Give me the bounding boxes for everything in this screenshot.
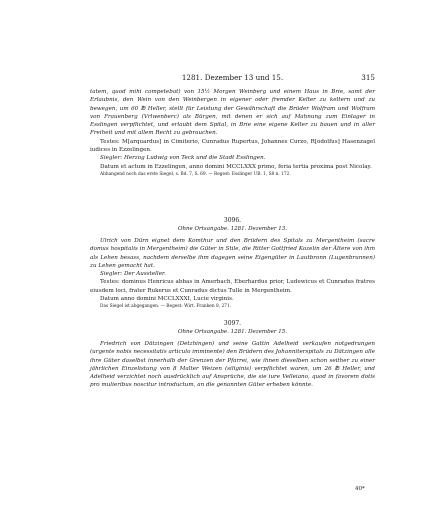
doc-3097-heading: Ohne Ortsangabe. 1281. Dezember 15.	[177, 329, 288, 335]
doc-3096-testes: Testes: dominus Henricus abbas in Amerbach, Eberhardus prior, Ludewicus et Cunradus fratres eiusdem loci, frater Rukerus et Cunradus dictus Tulle in Mergentheim.	[90, 279, 375, 294]
doc-3097	[90, 320, 375, 390]
doc-3097-regest: Friedrich von Dätzingen (Detzhingen) und seine Gattin Adelheid verkaufen notgedrungen (urgente nobis necessitatis articulo imminente) den Brüdern des Johanniterspitals zu Dätzingen alle ihre Güter daselbst innerhalb der Grenzen der Pfarrei, wie ihnen dieselben schon seither zu einer jährlichen Einzelistung von 8 Malter Weizen (siliginis) verpflichtet waren, um 26 ℔ Heller, und Adelheid verzichtet noch ausdrücklich auf Ansprüche, die sie iure Velleiano, quod in favorem dotis pro mulieribus noscitur introductum, an die genannten Güter erheben könnte.	[90, 341, 375, 389]
signature-mark: 40*	[355, 486, 365, 492]
doc-3095-regest: tatem, quod mihi competebat) von 15½ Morgen Weinberg und einem Haus in Brie, samt der Erlaubnis, den Wein von den Weinbergen in eigener oder fremder Kelter zu keltern und zu bewegen, um 60 ℔ Heller, stellt für Leistung der Gewährschaft die Brüder Wolfram und Wolfram von Frauenberg (Vrlwenberc) als Bürgen, mit denen er sich auf Mahnung zum Einlager in Esslingen verpflichtet, und erlaubt dem Spital, in Brie eine eigene Kelter zu bauen und in aller Freiheit und mit allem Recht zu gebrauchen.	[90, 89, 375, 137]
doc-3095-source: Abhangend noch das erste Siegel, s. Bd. 7, S. 69. — Regest: Esslinger UB. 1, S8 n. 172.	[100, 171, 291, 177]
doc-3096-dating: Datum anno domini MCCLXXXI, Lucie virginis.	[100, 296, 234, 303]
doc-3096-number: 3096.	[223, 217, 242, 224]
doc-3096	[90, 217, 375, 311]
doc-3097-number: 3097.	[223, 320, 242, 327]
doc-3096-heading: Ohne Ortsangabe. 1281. Dezember 13.	[177, 226, 288, 232]
doc-3096-sealer: Siegler: Der Aussteller.	[100, 271, 166, 278]
doc-3095-sealer: Siegler: Herzog Ludwig von Teck und die Stadt Esslingen.	[100, 155, 266, 162]
page-number: 315	[361, 73, 375, 82]
running-title: 1281. Dezember 13 und 15.	[181, 73, 284, 82]
doc-3095-continuation	[90, 88, 375, 179]
doc-3096-regest: Ulrich von Dürn eignet dem Komthur und den Brüdern des Spitals zu Mergentheim (sacre domus hospitalis in Mergentheim) die Güter in Stile, die Ritter Gottfried Kozelin der Ältere von ihm als Lehen besass, nachdem derselbe ihm dagegen seine Eigengüter in Lautbronn (Lugenbrunnen) zu Lehen gemacht hat.	[90, 238, 375, 269]
doc-3095-testes: Testes: M[arquardus] in Cimiterio, Cunradus Rupertus, Johannes Curzo, R[odolfus] Hasenzagel iudices in Ezzelingen.	[90, 138, 375, 154]
doc-3095-dating: Datum et actum in Ezzelingen, anno domini MCCLXXX primo, feria tertia proxima post Nicolay.	[100, 163, 372, 170]
doc-3096-source: Das Siegel ist abgegangen. — Regest: Wirt. Franken 8, 271.	[100, 304, 232, 310]
